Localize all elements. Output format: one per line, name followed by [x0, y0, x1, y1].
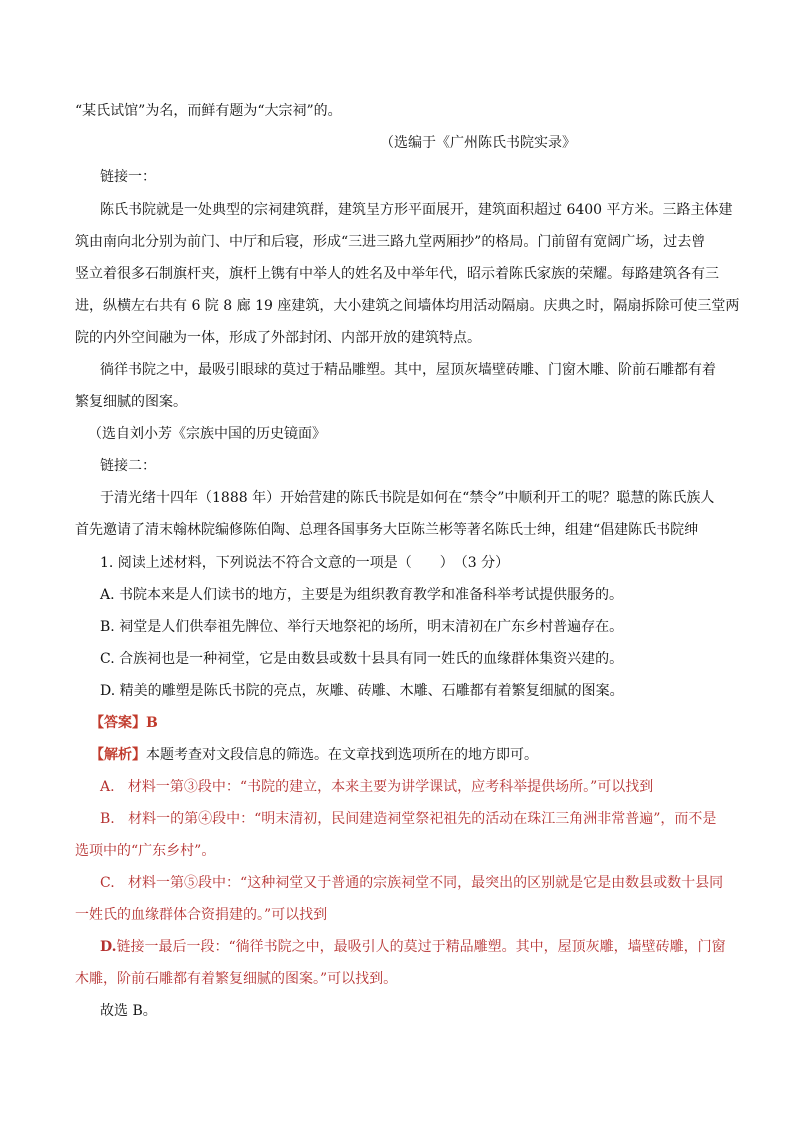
- analysis-quote: 链接一最后一段：“徜徉书院之中，最吸引人的莫过于精品雕塑。其中，屋顶灰雕，墙壁砖雕，门窗: [116, 939, 726, 955]
- analysis-quote: 材料一的第④段中：“明末清初，民间建造祠堂祭祀祖先的活动在珠江三角洲非常普遍”，而不是: [128, 811, 717, 827]
- text-line: 徜徉书院之中，最吸引眼球的莫过于精品雕塑。其中，屋顶灰墙壁砖雕、门窗木雕、阶前石雕都有着: [100, 362, 716, 378]
- analysis-item-b-cont: 选项中的“广东乡村”。: [75, 843, 216, 859]
- analysis-item-d-cont: 木雕，阶前石雕都有着繁复细腻的图案。”可以找到。: [75, 971, 398, 987]
- option-c: C. 合族祠也是一种祠堂，它是由数县或数十县具有同一姓氏的血缘群体集资兴建的。: [100, 651, 624, 667]
- analysis-item-c: [100, 873, 725, 893]
- analysis-label: C.: [100, 875, 115, 891]
- source-citation: （选自刘小芳《宗族中国的历史镜面》: [88, 426, 326, 442]
- analysis-tag: 【解析】: [90, 747, 146, 763]
- text-line: 陈氏书院就是一处典型的宗祠建筑群，建筑呈方形平面展开，建筑面积超过 6400 平方米。三路主体建: [100, 202, 733, 218]
- analysis-item-b: [100, 809, 725, 829]
- section-heading: 链接二：: [100, 458, 156, 474]
- analysis-label: B.: [100, 811, 115, 827]
- analysis-item-c-cont: 一姓氏的血缘群体合资捐建的。”可以找到: [75, 907, 328, 923]
- answer-line: [90, 713, 740, 733]
- section-heading: 链接一：: [100, 169, 156, 185]
- analysis-quote: 材料一第③段中：“书院的建立，本来主要为讲学课试，应考科举提供场所。”可以找到: [127, 779, 654, 795]
- option-d: D. 精美的雕塑是陈氏书院的亮点，灰雕、砖雕、木雕、石雕都有着繁复细腻的图案。: [100, 683, 624, 699]
- analysis-item-a: [100, 777, 725, 797]
- analysis-quote: 材料一第⑤段中：“这种祠堂又于普通的宗族祠堂不同，最突出的区别就是它是由数县或数十县同: [128, 875, 724, 891]
- text-line: 于清光绪十四年（1888 年）开始营建的陈氏书院是如何在“禁令”中顺利开工的呢？聪慧的陈氏族人: [100, 490, 715, 506]
- text-line: “某氏试馆”为名，而鲜有题为“大宗祠”的。: [75, 103, 342, 119]
- text-line: 进，纵横左右共有 6 院 8 廊 19 座建筑，大小建筑之间墙体均用活动隔扇。庆典之时，隔扇拆除可使三堂两: [75, 298, 740, 314]
- text-line: 竖立着很多石制旗杆夹，旗杆上镌有中举人的姓名及中举年代，昭示着陈氏家族的荣耀。每路建筑各有三: [75, 266, 719, 282]
- option-a: A. 书院本来是人们读书的地方，主要是为组织教育教学和准备科举考试提供服务的。: [100, 587, 624, 603]
- source-citation: （选编于《广州陈氏书院实录》: [380, 135, 576, 151]
- text-line: 院的内外空间融为一体，形成了外部封闭、内部开放的建筑特点。: [75, 330, 481, 346]
- analysis-label: A.: [100, 779, 115, 795]
- answer-tag: 【答案】: [90, 715, 146, 731]
- analysis-item-d: [100, 937, 725, 957]
- analysis-intro-line: [90, 745, 740, 765]
- text-line: 首先邀请了清末翰林院编修陈伯陶、总理各国事务大臣陈兰彬等著名陈氏士绅，组建“倡建陈氏书院绅: [75, 522, 699, 538]
- question-stem: 1. 阅读上述材料，下列说法不符合文意的一项是（ ） （3 分）: [100, 555, 510, 571]
- text-line: 筑由南向北分别为前门、中厅和后寝，形成“三进三路九堂两厢抄”的格局。门前留有宽阔广场，过去曾: [75, 234, 706, 250]
- conclusion: 故选 B。: [100, 1003, 157, 1019]
- answer-value: B: [146, 715, 158, 731]
- option-b: B. 祠堂是人们供奉祖先牌位、举行天地祭祀的场所，明末清初在广东乡村普遍存在。: [100, 619, 624, 635]
- text-line: 繁复细腻的图案。: [75, 394, 187, 410]
- analysis-label: D.: [100, 939, 117, 955]
- analysis-intro: 本题考查对文段信息的筛选。在文章找到选项所在的地方即可。: [146, 747, 538, 763]
